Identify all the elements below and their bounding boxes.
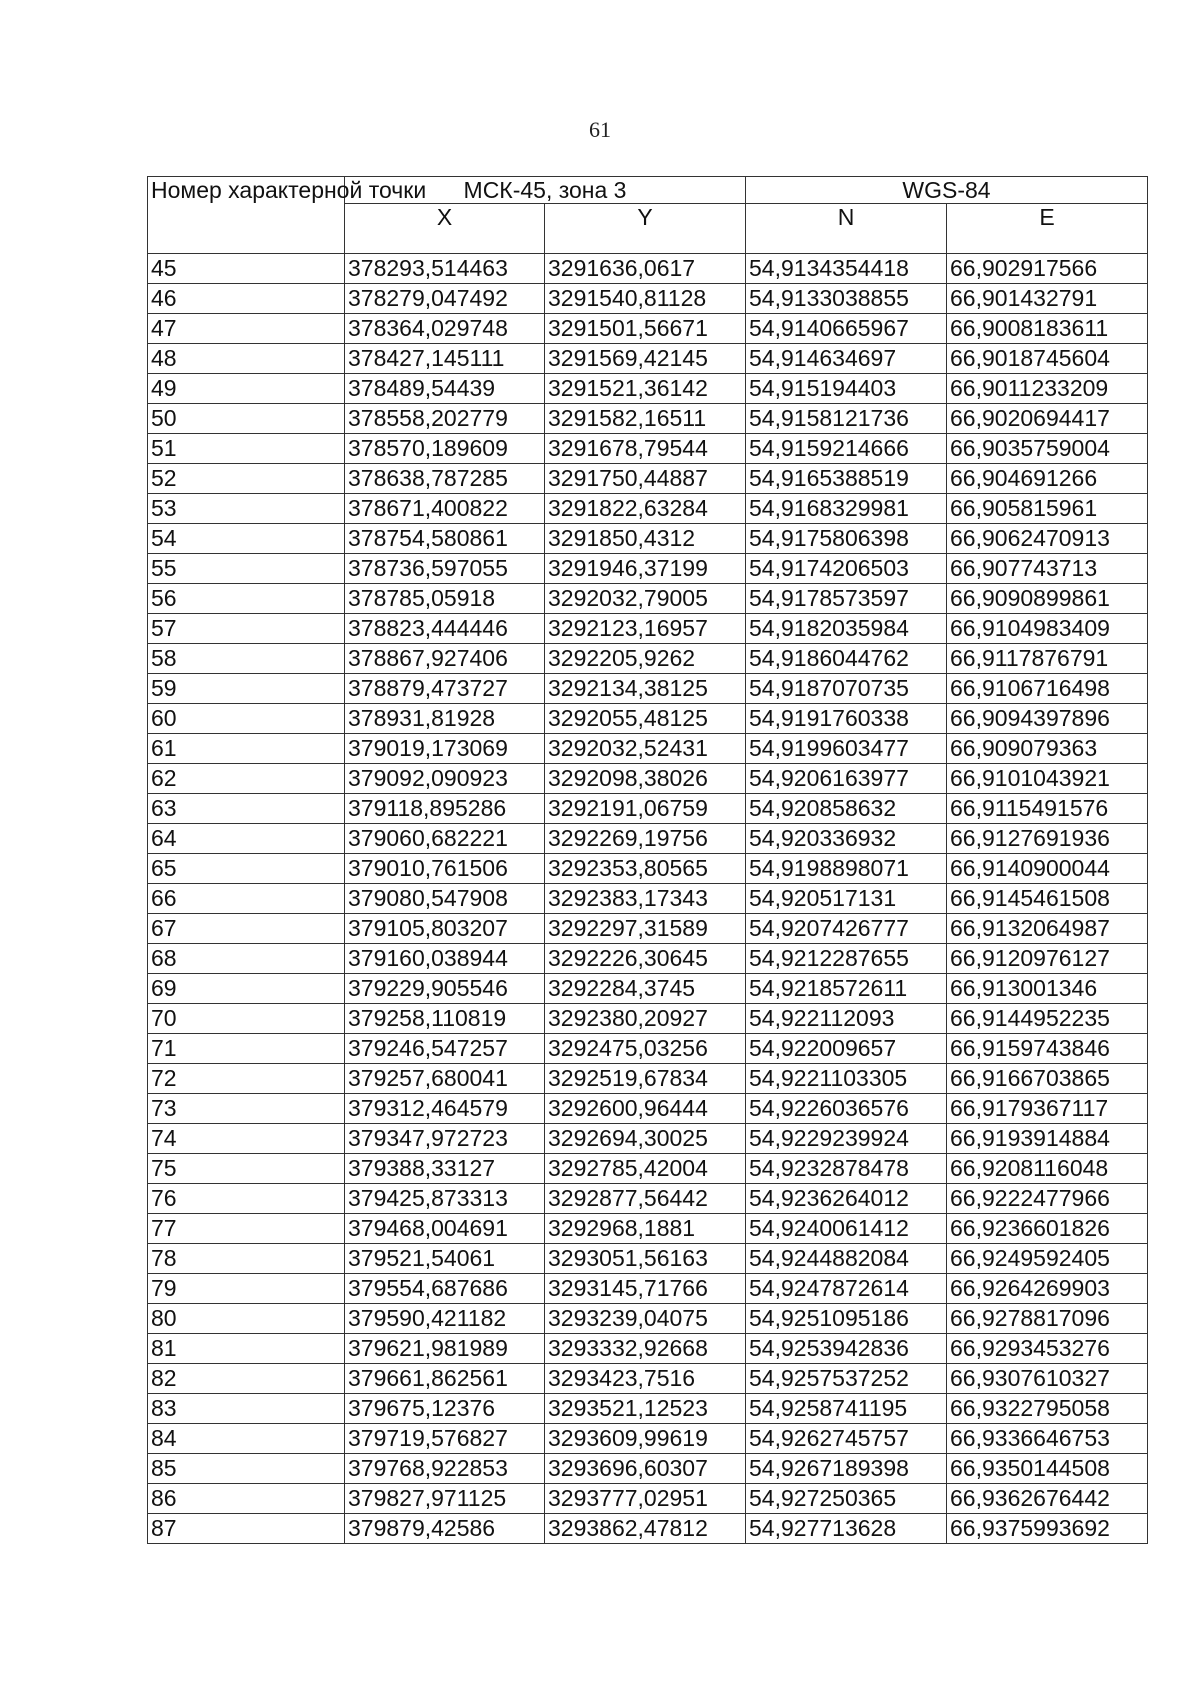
- cell-point-number: 85: [148, 1454, 345, 1484]
- cell-y: 3292123,16957: [545, 614, 746, 644]
- cell-n: 54,9251095186: [746, 1304, 947, 1334]
- table-row: [148, 1244, 1148, 1274]
- cell-y: 3292383,17343: [545, 884, 746, 914]
- cell-n: 54,914634697: [746, 344, 947, 374]
- cell-e: 66,9104983409: [947, 614, 1148, 644]
- cell-n: 54,9175806398: [746, 524, 947, 554]
- table-row: [148, 1274, 1148, 1304]
- cell-point-number: 57: [148, 614, 345, 644]
- table-row: [148, 1154, 1148, 1184]
- cell-y: 3291946,37199: [545, 554, 746, 584]
- cell-point-number: 47: [148, 314, 345, 344]
- cell-e: 66,9159743846: [947, 1034, 1148, 1064]
- cell-point-number: 86: [148, 1484, 345, 1514]
- header-e: E: [947, 204, 1148, 254]
- cell-n: 54,9159214666: [746, 434, 947, 464]
- cell-e: 66,9222477966: [947, 1184, 1148, 1214]
- cell-x: 378293,514463: [345, 254, 545, 284]
- cell-x: 379768,922853: [345, 1454, 545, 1484]
- cell-point-number: 60: [148, 704, 345, 734]
- cell-point-number: 55: [148, 554, 345, 584]
- cell-x: 379347,972723: [345, 1124, 545, 1154]
- cell-point-number: 84: [148, 1424, 345, 1454]
- cell-y: 3291850,4312: [545, 524, 746, 554]
- cell-x: 379621,981989: [345, 1334, 545, 1364]
- cell-x: 378364,029748: [345, 314, 545, 344]
- table-row: [148, 974, 1148, 1004]
- cell-n: 54,9133038855: [746, 284, 947, 314]
- cell-point-number: 52: [148, 464, 345, 494]
- cell-point-number: 80: [148, 1304, 345, 1334]
- cell-e: 66,9106716498: [947, 674, 1148, 704]
- cell-n: 54,9247872614: [746, 1274, 947, 1304]
- cell-point-number: 48: [148, 344, 345, 374]
- cell-x: 379879,42586: [345, 1514, 545, 1544]
- table-row: [148, 824, 1148, 854]
- header-n: N: [746, 204, 947, 254]
- cell-n: 54,9240061412: [746, 1214, 947, 1244]
- cell-point-number: 76: [148, 1184, 345, 1214]
- table-row: [148, 764, 1148, 794]
- table-row: [148, 404, 1148, 434]
- cell-y: 3292032,52431: [545, 734, 746, 764]
- cell-y: 3293521,12523: [545, 1394, 746, 1424]
- table-header-row-group: [148, 177, 1148, 204]
- cell-x: 378823,444446: [345, 614, 545, 644]
- cell-e: 66,902917566: [947, 254, 1148, 284]
- cell-x: 379719,576827: [345, 1424, 545, 1454]
- cell-e: 66,9011233209: [947, 374, 1148, 404]
- table-row: [148, 254, 1148, 284]
- cell-x: 379388,33127: [345, 1154, 545, 1184]
- cell-x: 378279,047492: [345, 284, 545, 314]
- cell-n: 54,9174206503: [746, 554, 947, 584]
- cell-point-number: 53: [148, 494, 345, 524]
- cell-e: 66,9278817096: [947, 1304, 1148, 1334]
- cell-n: 54,9191760338: [746, 704, 947, 734]
- header-wgs-group: WGS-84: [746, 177, 1148, 204]
- cell-e: 66,9062470913: [947, 524, 1148, 554]
- cell-point-number: 59: [148, 674, 345, 704]
- cell-y: 3292694,30025: [545, 1124, 746, 1154]
- cell-point-number: 73: [148, 1094, 345, 1124]
- cell-point-number: 56: [148, 584, 345, 614]
- cell-x: 379060,682221: [345, 824, 545, 854]
- table-row: [148, 884, 1148, 914]
- cell-y: 3293332,92668: [545, 1334, 746, 1364]
- cell-point-number: 68: [148, 944, 345, 974]
- cell-n: 54,9262745757: [746, 1424, 947, 1454]
- cell-y: 3291750,44887: [545, 464, 746, 494]
- cell-x: 379554,687686: [345, 1274, 545, 1304]
- cell-e: 66,9132064987: [947, 914, 1148, 944]
- cell-x: 378558,202779: [345, 404, 545, 434]
- table-row: [148, 1004, 1148, 1034]
- cell-point-number: 50: [148, 404, 345, 434]
- cell-n: 54,9257537252: [746, 1364, 947, 1394]
- table-row: [148, 1094, 1148, 1124]
- table-row: [148, 644, 1148, 674]
- cell-x: 378867,927406: [345, 644, 545, 674]
- cell-n: 54,9182035984: [746, 614, 947, 644]
- cell-y: 3291678,79544: [545, 434, 746, 464]
- cell-x: 379118,895286: [345, 794, 545, 824]
- cell-n: 54,9236264012: [746, 1184, 947, 1214]
- cell-y: 3292205,9262: [545, 644, 746, 674]
- table-row: [148, 1214, 1148, 1244]
- table-row: [148, 344, 1148, 374]
- cell-x: 379675,12376: [345, 1394, 545, 1424]
- cell-n: 54,922112093: [746, 1004, 947, 1034]
- cell-point-number: 77: [148, 1214, 345, 1244]
- table-row: [148, 374, 1148, 404]
- cell-e: 66,901432791: [947, 284, 1148, 314]
- cell-y: 3292600,96444: [545, 1094, 746, 1124]
- cell-n: 54,922009657: [746, 1034, 947, 1064]
- cell-e: 66,9264269903: [947, 1274, 1148, 1304]
- header-y: Y: [545, 204, 746, 254]
- cell-y: 3293051,56163: [545, 1244, 746, 1274]
- cell-n: 54,9244882084: [746, 1244, 947, 1274]
- cell-y: 3293862,47812: [545, 1514, 746, 1544]
- cell-point-number: 51: [148, 434, 345, 464]
- page-number: 61: [589, 117, 611, 142]
- cell-x: 379105,803207: [345, 914, 545, 944]
- cell-y: 3292032,79005: [545, 584, 746, 614]
- table-row: [148, 1424, 1148, 1454]
- cell-y: 3292519,67834: [545, 1064, 746, 1094]
- cell-y: 3292055,48125: [545, 704, 746, 734]
- cell-x: 379229,905546: [345, 974, 545, 1004]
- cell-x: 378931,81928: [345, 704, 545, 734]
- cell-e: 66,9249592405: [947, 1244, 1148, 1274]
- cell-x: 379257,680041: [345, 1064, 545, 1094]
- cell-x: 378754,580861: [345, 524, 545, 554]
- cell-n: 54,927250365: [746, 1484, 947, 1514]
- cell-y: 3291569,42145: [545, 344, 746, 374]
- cell-y: 3293423,7516: [545, 1364, 746, 1394]
- cell-e: 66,9145461508: [947, 884, 1148, 914]
- cell-x: 379080,547908: [345, 884, 545, 914]
- cell-x: 379468,004691: [345, 1214, 545, 1244]
- cell-n: 54,9207426777: [746, 914, 947, 944]
- cell-n: 54,9199603477: [746, 734, 947, 764]
- table-row: [148, 584, 1148, 614]
- cell-point-number: 82: [148, 1364, 345, 1394]
- cell-n: 54,9253942836: [746, 1334, 947, 1364]
- cell-point-number: 45: [148, 254, 345, 284]
- header-msk-group: МСК-45, зона 3: [345, 177, 746, 204]
- cell-e: 66,909079363: [947, 734, 1148, 764]
- table-row: [148, 494, 1148, 524]
- cell-y: 3292877,56442: [545, 1184, 746, 1214]
- cell-e: 66,9140900044: [947, 854, 1148, 884]
- header-point-number: Номер характерной точки: [148, 177, 345, 254]
- cell-n: 54,9198898071: [746, 854, 947, 884]
- cell-n: 54,9206163977: [746, 764, 947, 794]
- cell-y: 3292968,1881: [545, 1214, 746, 1244]
- cell-point-number: 79: [148, 1274, 345, 1304]
- table-row: [148, 1364, 1148, 1394]
- cell-y: 3291521,36142: [545, 374, 746, 404]
- cell-point-number: 81: [148, 1334, 345, 1364]
- cell-point-number: 71: [148, 1034, 345, 1064]
- cell-e: 66,9307610327: [947, 1364, 1148, 1394]
- cell-n: 54,9226036576: [746, 1094, 947, 1124]
- cell-x: 379258,110819: [345, 1004, 545, 1034]
- table-row: [148, 734, 1148, 764]
- table-row: [148, 944, 1148, 974]
- cell-x: 379590,421182: [345, 1304, 545, 1334]
- cell-point-number: 61: [148, 734, 345, 764]
- cell-e: 66,9375993692: [947, 1514, 1148, 1544]
- cell-e: 66,905815961: [947, 494, 1148, 524]
- cell-y: 3292191,06759: [545, 794, 746, 824]
- cell-e: 66,9094397896: [947, 704, 1148, 734]
- cell-x: 379312,464579: [345, 1094, 545, 1124]
- cell-x: 378736,597055: [345, 554, 545, 584]
- cell-y: 3293696,60307: [545, 1454, 746, 1484]
- cell-point-number: 75: [148, 1154, 345, 1184]
- cell-e: 66,9236601826: [947, 1214, 1148, 1244]
- table-row: [148, 614, 1148, 644]
- cell-y: 3292226,30645: [545, 944, 746, 974]
- cell-y: 3293777,02951: [545, 1484, 746, 1514]
- cell-e: 66,9293453276: [947, 1334, 1148, 1364]
- cell-n: 54,920517131: [746, 884, 947, 914]
- cell-point-number: 63: [148, 794, 345, 824]
- cell-x: 378570,189609: [345, 434, 545, 464]
- table-row: [148, 524, 1148, 554]
- table-row: [148, 914, 1148, 944]
- cell-x: 378785,05918: [345, 584, 545, 614]
- cell-e: 66,9127691936: [947, 824, 1148, 854]
- cell-e: 66,907743713: [947, 554, 1148, 584]
- cell-n: 54,9168329981: [746, 494, 947, 524]
- cell-n: 54,9178573597: [746, 584, 947, 614]
- cell-y: 3292284,3745: [545, 974, 746, 1004]
- cell-x: 379160,038944: [345, 944, 545, 974]
- cell-e: 66,9117876791: [947, 644, 1148, 674]
- table-row: [148, 434, 1148, 464]
- table-row: [148, 674, 1148, 704]
- table-row: [148, 794, 1148, 824]
- cell-n: 54,9187070735: [746, 674, 947, 704]
- table-row: [148, 284, 1148, 314]
- cell-x: 378638,787285: [345, 464, 545, 494]
- cell-n: 54,9158121736: [746, 404, 947, 434]
- table-row: [148, 554, 1148, 584]
- cell-point-number: 83: [148, 1394, 345, 1424]
- cell-e: 66,9018745604: [947, 344, 1148, 374]
- table-row: [148, 1184, 1148, 1214]
- cell-e: 66,9144952235: [947, 1004, 1148, 1034]
- cell-e: 66,913001346: [947, 974, 1148, 1004]
- cell-y: 3292098,38026: [545, 764, 746, 794]
- table-row: [148, 464, 1148, 494]
- cell-y: 3292785,42004: [545, 1154, 746, 1184]
- cell-x: 378671,400822: [345, 494, 545, 524]
- cell-x: 379661,862561: [345, 1364, 545, 1394]
- cell-y: 3291540,81128: [545, 284, 746, 314]
- table-row: [148, 1124, 1148, 1154]
- cell-e: 66,9362676442: [947, 1484, 1148, 1514]
- table-row: [148, 1304, 1148, 1334]
- cell-x: 379010,761506: [345, 854, 545, 884]
- cell-e: 66,9115491576: [947, 794, 1148, 824]
- cell-n: 54,9186044762: [746, 644, 947, 674]
- cell-e: 66,9090899861: [947, 584, 1148, 614]
- cell-n: 54,927713628: [746, 1514, 947, 1544]
- cell-point-number: 78: [148, 1244, 345, 1274]
- cell-x: 378489,54439: [345, 374, 545, 404]
- cell-e: 66,9193914884: [947, 1124, 1148, 1154]
- cell-point-number: 70: [148, 1004, 345, 1034]
- cell-y: 3291822,63284: [545, 494, 746, 524]
- cell-y: 3293609,99619: [545, 1424, 746, 1454]
- cell-n: 54,9218572611: [746, 974, 947, 1004]
- cell-y: 3291636,0617: [545, 254, 746, 284]
- cell-point-number: 87: [148, 1514, 345, 1544]
- cell-point-number: 66: [148, 884, 345, 914]
- cell-y: 3293145,71766: [545, 1274, 746, 1304]
- cell-n: 54,9212287655: [746, 944, 947, 974]
- cell-e: 66,9101043921: [947, 764, 1148, 794]
- cell-e: 66,9336646753: [947, 1424, 1148, 1454]
- cell-point-number: 65: [148, 854, 345, 884]
- cell-point-number: 62: [148, 764, 345, 794]
- table-row: [148, 1394, 1148, 1424]
- cell-x: 379425,873313: [345, 1184, 545, 1214]
- cell-y: 3292134,38125: [545, 674, 746, 704]
- cell-n: 54,920336932: [746, 824, 947, 854]
- cell-point-number: 74: [148, 1124, 345, 1154]
- cell-y: 3291501,56671: [545, 314, 746, 344]
- cell-x: 379019,173069: [345, 734, 545, 764]
- cell-x: 379827,971125: [345, 1484, 545, 1514]
- cell-point-number: 69: [148, 974, 345, 1004]
- cell-e: 66,9020694417: [947, 404, 1148, 434]
- cell-y: 3292269,19756: [545, 824, 746, 854]
- table-row: [148, 1514, 1148, 1544]
- cell-e: 66,9208116048: [947, 1154, 1148, 1184]
- cell-y: 3292353,80565: [545, 854, 746, 884]
- cell-point-number: 58: [148, 644, 345, 674]
- table-row: [148, 1334, 1148, 1364]
- table-row: [148, 1034, 1148, 1064]
- cell-n: 54,9258741195: [746, 1394, 947, 1424]
- cell-n: 54,920858632: [746, 794, 947, 824]
- cell-n: 54,9140665967: [746, 314, 947, 344]
- cell-point-number: 54: [148, 524, 345, 554]
- cell-n: 54,9221103305: [746, 1064, 947, 1094]
- cell-x: 379092,090923: [345, 764, 545, 794]
- cell-n: 54,9267189398: [746, 1454, 947, 1484]
- table-body: [148, 254, 1148, 1544]
- cell-x: 379521,54061: [345, 1244, 545, 1274]
- table-row: [148, 1454, 1148, 1484]
- table-row: [148, 854, 1148, 884]
- cell-point-number: 72: [148, 1064, 345, 1094]
- cell-n: 54,9232878478: [746, 1154, 947, 1184]
- cell-x: 378427,145111: [345, 344, 545, 374]
- cell-n: 54,915194403: [746, 374, 947, 404]
- cell-n: 54,9229239924: [746, 1124, 947, 1154]
- table-row: [148, 1064, 1148, 1094]
- cell-e: 66,9035759004: [947, 434, 1148, 464]
- cell-y: 3293239,04075: [545, 1304, 746, 1334]
- cell-y: 3291582,16511: [545, 404, 746, 434]
- cell-e: 66,9120976127: [947, 944, 1148, 974]
- cell-y: 3292297,31589: [545, 914, 746, 944]
- cell-point-number: 67: [148, 914, 345, 944]
- cell-e: 66,9350144508: [947, 1454, 1148, 1484]
- cell-e: 66,9008183611: [947, 314, 1148, 344]
- cell-y: 3292475,03256: [545, 1034, 746, 1064]
- cell-e: 66,9322795058: [947, 1394, 1148, 1424]
- cell-e: 66,9179367117: [947, 1094, 1148, 1124]
- table-row: [148, 704, 1148, 734]
- cell-point-number: 46: [148, 284, 345, 314]
- table-row: [148, 1484, 1148, 1514]
- table-row: [148, 314, 1148, 344]
- header-x: X: [345, 204, 545, 254]
- cell-n: 54,9165388519: [746, 464, 947, 494]
- cell-n: 54,9134354418: [746, 254, 947, 284]
- cell-x: 378879,473727: [345, 674, 545, 704]
- cell-point-number: 64: [148, 824, 345, 854]
- cell-y: 3292380,20927: [545, 1004, 746, 1034]
- cell-x: 379246,547257: [345, 1034, 545, 1064]
- coordinates-table: [147, 176, 1148, 1544]
- cell-point-number: 49: [148, 374, 345, 404]
- cell-e: 66,904691266: [947, 464, 1148, 494]
- cell-e: 66,9166703865: [947, 1064, 1148, 1094]
